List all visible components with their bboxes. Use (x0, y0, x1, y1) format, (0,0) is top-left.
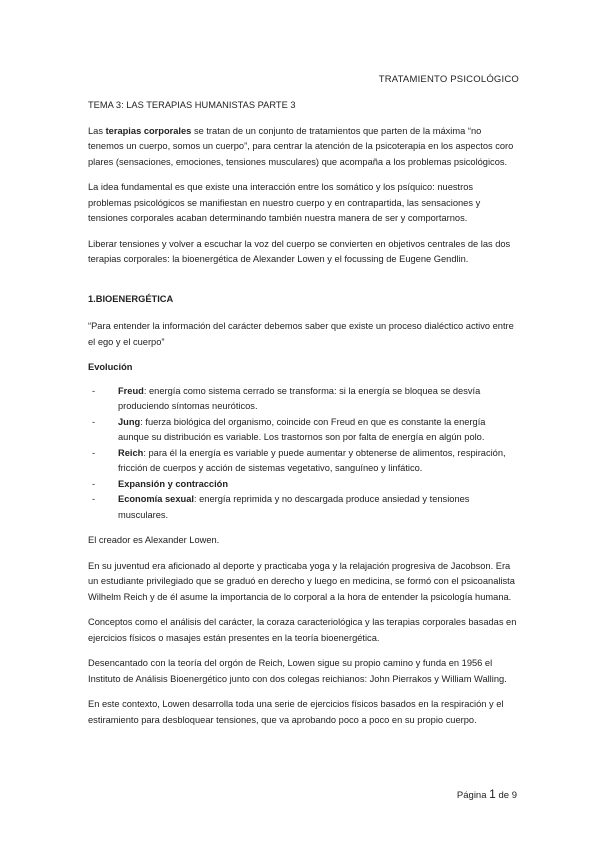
list-item-term: Reich (118, 447, 144, 458)
intro-paragraph-2: La idea fundamental es que existe una interacción entre los somático y los psíquico: nuestros problemas psicológicos se manifiestan en nuestro cuerpo y en contrapartida, las sensaciones y tensiones corporales acaban determinando también nuestra manera de ser y comportarnos. (88, 182, 481, 223)
list-item-term: Economía sexual (118, 494, 194, 504)
list-dash: - (92, 385, 96, 396)
paragraph-concepts: Conceptos como el análisis del carácter, la coraza caracteriológica y las terapias corporales basadas en ejercicios físicos o masajes están presentes en la teoría bioenergética. (88, 617, 517, 643)
list-item-text: : para él la energía es variable y puede aumentar y obtenerse de alimentos, respiración, fricción de cuerpos y acción de sistemas vegetativo, sanguíneo y linfático. (118, 447, 506, 473)
section-title-bioenergetica: 1.BIOENERGÉTICA (88, 293, 174, 304)
list-item (88, 492, 518, 523)
paragraph-orgon: Desencantado con la teoría del orgón de Reich, Lowen sigue su propio camino y funda en 1956 el Instituto de Análisis Bioenergético junto con dos colegas reichianos: John Pierrakos y William Walling. (88, 658, 507, 684)
document-body (88, 98, 518, 738)
lesson-title: TEMA 3: LAS TERAPIAS HUMANISTAS PARTE 3 (88, 100, 296, 110)
subsection-title-evolucion: Evolución (88, 362, 133, 372)
intro-p1-post: se tratan de un conjunto de tratamientos que parten de la máxima “no tenemos un cuerpo, somos un cuerpo”, para centrar la atención de la psicoterapia en los aspectos coro plares (sensaciones, emociones, tensiones musculares) que acompaña a los problemas psicológicos. (88, 125, 514, 167)
paragraph-youth: En su juventud era aficionado al deporte y practicaba yoga y la relajación progresiva de Jacobson. Era un estudiante privilegiado que se graduó en derecho y luego en medicina, se formó con el psicoanalista Wilhelm Reich y de él asume la importancia de lo corporal a la hora de entender la psicología humana. (88, 560, 515, 602)
list-item-term: Expansión y contracción (118, 478, 229, 489)
list-item-text: : energía reprimida y no descargada produce ansiedad y tensiones musculares. (118, 494, 470, 520)
list-item (88, 384, 518, 415)
intro-p1-pre: Las (88, 125, 106, 136)
intro-paragraph-1 (88, 124, 518, 171)
page-label: Página (456, 790, 487, 801)
list-item-text: : fuerza biológica del organismo, coincide con Freud en que es constante la energía aunque su distribución es variable. Los trastornos son por falta de energía en algún polo. (118, 416, 486, 442)
page-number (457, 787, 517, 801)
running-header: TRATAMIENTO PSICOLÓGICO (378, 74, 519, 85)
evolution-list (88, 384, 518, 524)
paragraph-creator: El creador es Alexander Lowen. (88, 535, 220, 545)
list-item-text: : energía como sistema cerrado se transforma: si la energía se bloquea se desvía produciendo síntomas neuróticos. (118, 385, 481, 411)
intro-paragraph-3: Liberar tensiones y volver a escuchar la voz del cuerpo se convierten en objetivos centrales de las dos terapias corporales: la bioenergética de Alexander Lowen y el focussing de Eugene Gendlin. (88, 238, 511, 264)
list-dash: - (92, 447, 96, 458)
list-dash: - (92, 494, 96, 504)
list-item-term: Jung (118, 416, 141, 427)
page-of-label: de (498, 790, 510, 801)
list-dash: - (92, 416, 96, 427)
page-current: 1 (489, 787, 496, 801)
intro-p1-bold: terapias corporales (105, 125, 192, 136)
list-item (88, 477, 518, 493)
list-item-term: Freud (118, 385, 144, 396)
section-quote: “Para entender la información del carácter debemos saber que existe un proceso dialéctico activo entre el ego y el cuerpo” (88, 321, 514, 347)
paragraph-context: En este contexto, Lowen desarrolla toda una serie de ejercicios físicos basados en la respiración y el estiramiento para desbloquear tensiones, que va aprobando poco a poco en su propio cuerpo. (88, 699, 504, 725)
list-item (88, 415, 518, 446)
page-total: 9 (511, 790, 517, 801)
list-dash: - (92, 478, 96, 489)
list-item (88, 446, 518, 477)
